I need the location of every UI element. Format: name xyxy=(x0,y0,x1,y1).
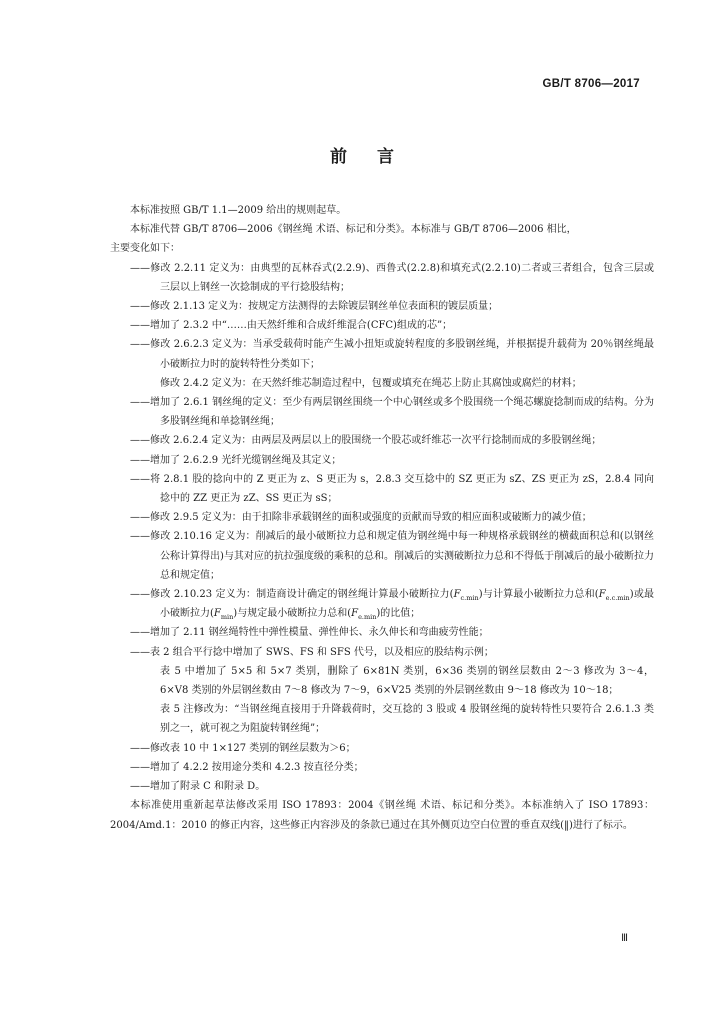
title-char-1: 前 xyxy=(330,147,347,167)
change-subitem: 表 5 中增加了 5×5 和 5×7 类别，删除了 6×81N 类别，6×36 类别的钢丝层数由 2～3 修改为 3～4，6×V8 类别的外层钢丝数由 7～8 修改为 7～9，6×V25 类别的外层钢丝数由 9～18 修改为 10～18； xyxy=(160,665,654,697)
change-item: ——增加了 4.2.2 按用途分类和 4.2.3 按直径分类； xyxy=(130,761,364,773)
standard-number: GB/T 8706—2017 xyxy=(542,78,640,90)
change-item: ——修改 2.6.2.3 定义为：当承受载荷时能产生减小扭矩或旋转程度的多股钢丝绳，并根据提升载荷为 20％钢丝绳最小破断拉力时的旋转特性分类如下； xyxy=(130,339,654,370)
change-item: ——修改 2.10.16 定义为：削减后的最小破断拉力总和规定值为钢丝绳中每一种规格承载钢丝的横截面积总和(以钢丝公称计算得出)与其对应的抗拉强度级的乘积的总和。削减后的实测破断拉力总和不得低于削减后的最小破断拉力总和规定值； xyxy=(130,531,654,581)
change-subitem: 表 5 注修改为：“当钢丝绳直接用于升降载荷时，交互捻的 3 股或 4 股钢丝绳的旋转特性只要符合 2.6.1.3 类别之一，就可视之为阻旋转钢丝绳”； xyxy=(160,704,654,735)
change-item: ——修改 2.2.11 定义为：由典型的瓦林吞式(2.2.9)、西鲁式(2.2.8)和填充式(2.2.10)二者或三者组合，包含三层或三层以上钢丝一次捻制成的平行捻股结构； xyxy=(130,262,654,293)
formula-subscript: e.c.min xyxy=(605,594,630,603)
change-item: ——增加了 2.3.2 中“……由天然纤维和合成纤维混合(CFC)组成的芯”； xyxy=(130,320,453,332)
page-title xyxy=(0,142,724,167)
change-item: ——将 2.8.1 股的捻向中的 Z 更正为 z、S 更正为 s，2.8.3 交互捻中的 SZ 更正为 sZ、ZS 更正为 zS，2.8.4 同向捻中的 ZZ 更正为 zZ、SS 更正为 sS； xyxy=(130,473,654,505)
change-item: ——修改 2.9.5 定义为：由于扣除非承载钢丝的面积或强度的贡献而导致的相应面积或破断力的减少值； xyxy=(130,512,592,524)
formula-text: )或最小破断拉力( xyxy=(160,589,655,620)
change-item: ——增加了附录 C 和附录 D。 xyxy=(130,781,266,793)
formula-symbol: F xyxy=(213,608,221,620)
formula-text: ——修改 2.10.23 定义为：制造商设计确定的钢丝绳计算最小破断拉力( xyxy=(130,589,454,601)
formula-text: 力总和( xyxy=(564,589,599,601)
formula-text: )与计算最小破断拉 xyxy=(478,589,565,601)
foreword-body xyxy=(110,201,654,835)
change-item: ——增加了 2.6.2.9 光纤光缆钢丝绳及其定义； xyxy=(130,454,342,466)
formula-subscript: c.min xyxy=(460,594,479,603)
closing-paragraph: 本标准使用重新起草法修改采用 ISO 17893：2004《钢丝绳 术语、标记和分类》。本标准纳入了 ISO 17893：2004/Amd.1：2010 的修正内容，这些修正内容涉及的条款已通过在其外侧页边空白位置的垂直双线(‖)进行了标示。 xyxy=(110,800,654,831)
formula-subscript: min xyxy=(220,613,234,622)
formula-symbol: F xyxy=(598,589,606,601)
intro-paragraph-3: 主要变化如下： xyxy=(110,243,180,255)
change-item: ——增加了 2.11 钢丝绳特性中弹性模量、弹性伸长、永久伸长和弯曲疲劳性能； xyxy=(130,627,489,639)
change-item: ——修改表 10 中 1×127 类别的钢丝层数为＞6； xyxy=(130,742,356,754)
change-item: ——表 2 组合平行捻中增加了 SWS、FS 和 SFS 代号，以及相应的股结构示例； xyxy=(130,646,494,658)
page-number: Ⅲ xyxy=(621,933,628,944)
formula-symbol: F xyxy=(453,589,461,601)
formula-text: )的比值； xyxy=(376,608,421,620)
change-item: ——修改 2.1.13 定义为：按规定方法测得的去除镀层钢丝单位表面积的镀层质量； xyxy=(130,301,499,313)
change-item: ——增加了 2.6.1 钢丝绳的定义：至少有两层钢丝围绕一个中心钢丝或多个股围绕一个绳芯螺旋捻制而成的结构。分为多股钢丝绳和单捻钢丝绳； xyxy=(130,397,654,428)
change-item: ——修改 2.6.2.4 定义为：由两层及两层以上的股围绕一个股芯或纤维芯一次平行捻制而成的多股钢丝绳； xyxy=(130,435,602,447)
title-char-2: 言 xyxy=(377,147,394,167)
intro-paragraph-1: 本标准按照 GB/T 1.1—2009 给出的规则起草。 xyxy=(130,205,347,216)
formula-symbol: F xyxy=(351,608,359,620)
formula-text: )与规定最小破断拉力总和( xyxy=(233,608,352,620)
change-item-formula xyxy=(110,585,654,623)
intro-paragraph-2: 本标准代替 GB/T 8706—2006《钢丝绳 术语、标记和分类》。本标准与 GB/T 8706—2006 相比， xyxy=(130,224,577,236)
change-subitem: 修改 2.4.2 定义为：在天然纤维芯制造过程中，包覆或填充在绳芯上防止其腐蚀或腐烂的材料； xyxy=(160,377,582,389)
formula-subscript: e.min xyxy=(358,613,377,622)
